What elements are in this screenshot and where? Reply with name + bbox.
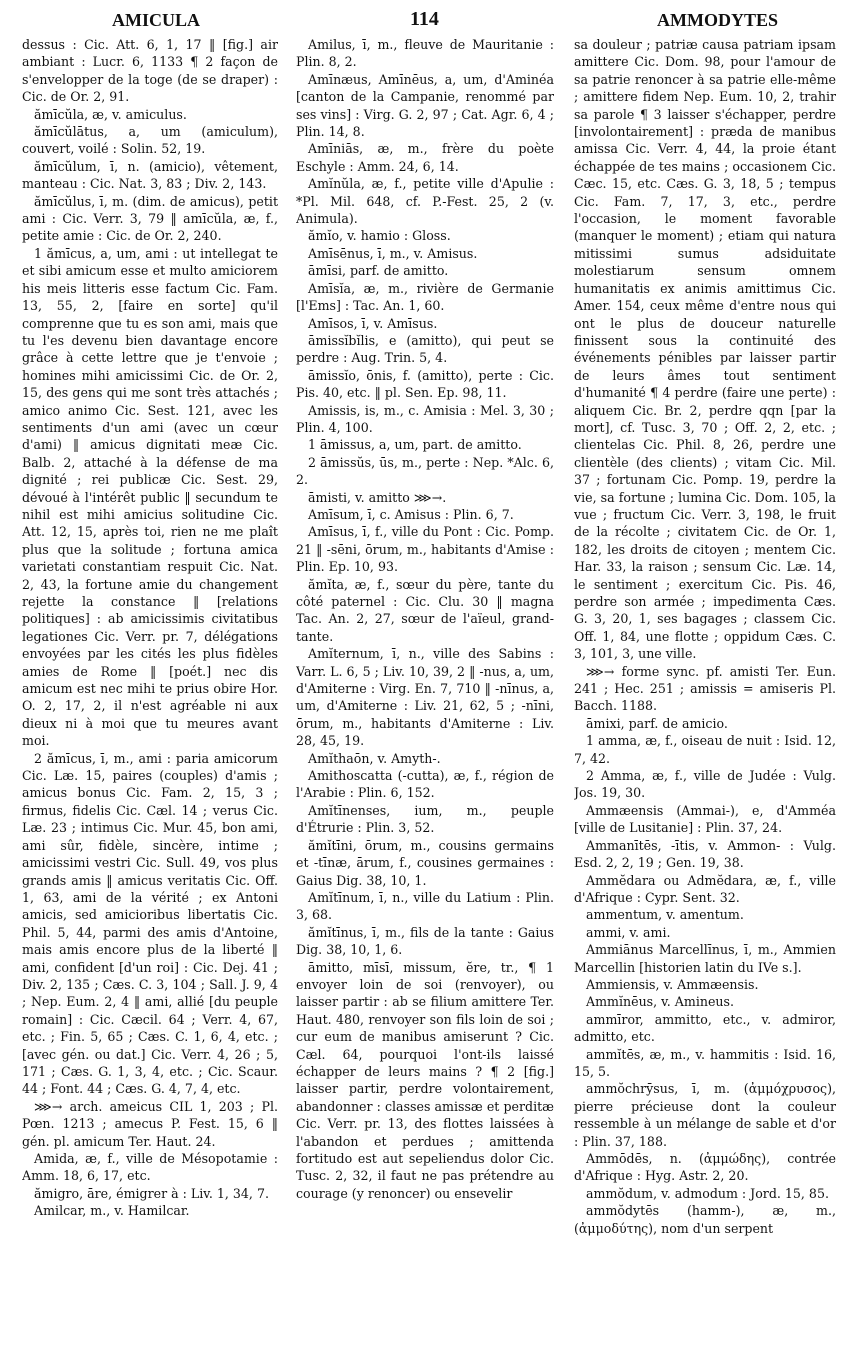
column-3 [574,36,836,1342]
entry-note: ⋙→ arch. ameicus CIL 1, 203 ; Pl. Pœn. 1213 ; amecus P. Fest. 15, 6 ‖ gén. pl. amicum Ter. Haut. 24. [22,1098,278,1149]
entry: Amīsos, ī, v. Amīsus. [308,315,438,331]
entry: Amĭtīnenses, ium, m., peuple d'Étrurie : Plin. 3, 52. [296,802,554,836]
entry: ămīcŭlum, ī, n. (amicio), vêtement, manteau : Cic. Nat. 3, 83 ; Div. 2, 143. [22,158,278,192]
entry-continuation: dessus : Cic. Att. 6, 1, 17 ‖ [fig.] air ambiant : Lucr. 6, 1133 ¶ 2 façon de s'envelopper de la toge (de se draper) : Cic. de Or. 2, 91. [22,37,278,105]
entry: ammŏdum, v. admodum : Jord. 15, 85. [586,1185,829,1201]
entry: Ammanītēs, -ītis, v. Ammon- : Vulg. Esd. 2, 2, 19 ; Gen. 19, 38. [574,837,836,871]
entry: 2 Amma, æ, f., ville de Judée : Vulg. Jos. 19, 30. [574,768,836,801]
entry: ămĭtīnus, ī, m., fils de la tante : Gaius Dig. 38, 10, 1, 6. [296,924,554,958]
entry: Ammæensis (Ammai-), e, d'Amméa [ville de Lusitanie] : Plin. 37, 24. [574,802,836,836]
entry: āmissĭbĭlis, e (amitto), qui peut se perdre : Aug. Trin. 5, 4. [296,332,554,366]
entry: Amīsum, ī, c. Amisus : Plin. 6, 7. [308,506,514,522]
entry: āmīsi, parf. de amitto. [308,263,449,279]
entry: Ammōdēs, n. (ἀμμώδης), contrée d'Afrique : Hyg. Astr. 2, 20. [574,1151,836,1184]
entry: Amīsēnus, ī, m., v. Amisus. [308,245,478,261]
entry: 1 ămīcus, a, um, ami : ut intellegat te et sibi amicum esse et multo amiciorem his meis litteris esse factum Cic. Fam. 13, 55, 2, [faire en sorte] qu'il comprenne que tu es son ami, mais que tu l'es devenu bien davantage encore grâce à cette lettre que je t'envoie ; homines mihi amicissimi Cic. de Or. 2, 15, des gens qui me sont très attachés ; amico animo Cic. Sest. 121, avec les sentiments d'un ami (avec un cœur d'ami) ‖ amicus dignitati meæ Cic. Balb. 2, attaché à la défense de ma dignité ; rei publicæ Cic. Sest. 29, dévoué à l'intérêt public ‖ secundum te nihil est mihi amicius solitudine Cic. Att. 12, 15, après toi, rien ne me plaît plus que la solitude ; fortuna amica varietati constantiam respuit Cic. Nat. 2, 43, la fortune amie du changement rejette la constance ‖ [relations politiques] : ab amicissimis civitatibus legationes Cic. Verr. pr. 7, délégations envoyées par les cités les plus fidèles amies de Rome ‖ [poét.] nec dis amicum est nec mihi te prius obire Hor. O. 2, 17, 2, il n'est agréable ni aux dieux ni à moi que tu meures avant moi. [22,245,278,749]
entry: ămīcŭlus, ī, m. (dim. de amicus), petit ami : Cic. Verr. 3, 79 ‖ amīcŭla, æ, f., petite amie : Cic. de Or. 2, 240. [22,193,278,244]
running-head-right: AMMODYTES [657,10,778,30]
entry: Amĭtīnum, ī, n., ville du Latium : Plin. 3, 68. [296,889,554,923]
entry: ămīcŭlātus, a, um (amiculum), couvert, voilé : Solin. 52, 19. [22,124,278,157]
entry-note: ⋙→ forme sync. pf. amisti Ter. Eun. 241 ; Hec. 251 ; amissis = amiseris Pl. Bacch. 1188. [574,663,836,714]
entry: ammĭtēs, æ, m., v. hammitis : Isid. 16, 15, 5. [574,1046,836,1079]
entry: ămĭta, æ, f., sœur du père, tante du côté paternel : Cic. Clu. 30 ‖ magna Tac. An. 2, 27, sœur de l'aïeul, grand-tante. [296,576,554,644]
entry: Ammiānus Marcellīnus, ī, m., Ammien Marcellin [historien latin du IVe s.]. [574,942,836,975]
entry: Amida, æ, f., ville de Mésopotamie : Amm. 18, 6, 17, etc. [22,1151,278,1184]
page-number: 114 [410,8,439,30]
entry: ammŏchrȳsus, ī, m. (ἀμμόχρυσος), pierre précieuse dont la couleur ressemble à un mélange de sable et d'or : Plin. 37, 188. [574,1081,836,1149]
entry: Amīsus, ī, f., ville du Pont : Cic. Pomp. 21 ‖ -sēni, ōrum, m., habitants d'Amise : Plin. Ep. 10, 93. [296,524,554,575]
entry: Amĭthaōn, v. Amyth-. [308,750,441,766]
entry: ămīcŭla, æ, v. amiculus. [34,106,187,122]
entry: Amilcar, m., v. Hamilcar. [34,1203,190,1219]
entry: āmissĭo, ōnis, f. (amitto), perte : Cic. Pis. 40, etc. ‖ pl. Sen. Ep. 98, 11. [296,367,554,401]
entry: 2 ămīcus, ī, m., ami : paria amicorum Cic. Læ. 15, paires (couples) d'amis ; amicus bonus Cic. Fam. 2, 15, 3 ; firmus, fidelis Cic. Cæl. 14 ; verus Cic. Læ. 23 ; intimus Cic. Mur. 45, bon ami, ami sûr, fidèle, sincère, intime ; amicissimi vestri Cic. Sull. 49, vos plus grands amis ‖ amicus veritatis Cic. Off. 1, 63, ami de la vérité ; ex Antoni amicis, sed amicioribus libertatis Cic. Phil. 5, 44, parmi des amis d'Antoine, mais amis encore plus de la liberté ‖ ami, confident [d'un roi] : Cic. Dej. 41 ; Div. 2, 135 ; Cæs. C. 3, 104 ; Sall. J. 9, 4 ; Nep. Eum. 2, 4 ‖ ami, allié [du peuple romain] : Cic. Cæcil. 64 ; Verr. 4, 67, etc. ; Fin. 5, 65 ; Cæs. C. 1, 6, 4, etc. ; [avec gén. ou dat.] Cic. Verr. 4, 26 ; 5, 171 ; Cæs. G. 1, 3, 4, etc. ; Cic. Scaur. 44 ; Font. 44 ; Cæs. G. 4, 7, 4, etc. [22,750,278,1097]
entry: 1 amma, æ, f., oiseau de nuit : Isid. 12, 7, 42. [574,733,836,766]
entry: Ammiensis, v. Ammæensis. [586,976,759,992]
entry: Amithoscatta (-cutta), æ, f., région de l'Arabie : Plin. 6, 152. [296,768,554,801]
entry: Amilus, ī, m., fleuve de Mauritanie : Plin. 8, 2. [296,37,554,70]
entry: āmitto, mīsī, missum, ĕre, tr., ¶ 1 envoyer loin de soi (renvoyer), ou laisser partir : ab se filium amittere Ter. Haut. 480, renvoyer son fils loin de soi ; cur eum de manibus amiserunt ? Cic. Cæl. 64, pourquoi l'ont-ils laissé échapper de leurs mains ? ¶ 2 [fig.] laisser partir, perdre volontairement, abandonner : classes amissæ et perditæ Cic. Verr. pr. 13, des flottes laissées à l'abandon et perdues ; amittenda fortitudo est aut sepeliendus dolor Cic. Tusc. 2, 32, il faut ne pas prétendre au courage (y renoncer) ou ensevelir [296,959,554,1201]
entry: ammŏdytēs (hamm-), æ, m., (ἀμμοδύτης), nom d'un serpent [574,1203,836,1236]
column-1 [22,36,278,1342]
entry: Amīsĭa, æ, m., rivière de Germanie [l'Ems] : Tac. An. 1, 60. [296,280,554,314]
entry: āmixi, parf. de amicio. [586,715,728,731]
entry: ămĭo, v. hamio : Gloss. [308,228,451,244]
entry: Amissis, is, m., c. Amisia : Mel. 3, 30 ; Plin. 4, 100. [296,402,554,435]
entry: Amīnæus, Amīnēus, a, um, d'Aminéa [canton de la Campanie, renommé par ses vins] : Virg. G. 2, 97 ; Cat. Agr. 6, 4 ; Plin. 14, 8. [296,71,554,140]
entry: ămigro, āre, émigrer à : Liv. 1, 34, 7. [34,1185,269,1201]
entry: ămĭtīni, ōrum, m., cousins germains et -tīnæ, ārum, f., cousines germaines : Gaius Dig. 38, 10, 1. [296,837,554,888]
entry: Amīniās, æ, m., frère du poète Eschyle : Amm. 24, 6, 14. [296,141,554,174]
page-header [0,6,858,36]
entry: Amĭnŭla, æ, f., petite ville d'Apulie : *Pl. Mil. 648, cf. P.-Fest. 25, 2 (v. Animula). [296,176,554,227]
entry: 2 āmissŭs, ūs, m., perte : Nep. *Alc. 6, 2. [296,454,554,488]
entry: āmisti, v. amitto ⋙→. [308,489,447,505]
entry: ammi, v. ami. [586,924,671,940]
entry: Ammĕdara ou Admĕdara, æ, f., ville d'Afrique : Cypr. Sent. 32. [574,872,836,905]
entry-continuation: sa douleur ; patriæ causa patriam ipsam amittere Cic. Dom. 98, pour l'amour de sa patrie renoncer à sa patrie elle-même ; amittere fidem Nep. Eum. 10, 2, trahir sa parole ¶ 3 laisser s'échapper, perdre [involontairement] : præda de manibus amissa Cic. Verr. 4, 44, la proie étant échappée de tes mains ; occasionem Cic. Cæc. 15, etc. Cæs. G. 3, 18, 5 ; tempus Cic. Fam. 7, 17, 3, etc., perdre l'occasion, le moment favorable (manquer le moment) ; etiam qui natura mitissimi sumus adsiduitate molestiarum sensum omnem humanitatis ex animis amittimus Cic. Amer. 154, ceux même d'entre nous qui ont le plus de douceur naturelle finissent sous la continuité des événements pénibles par laisser partir de leurs âmes tout sentiment d'humanité ¶ 4 perdre (faire une perte) : aliquem Cic. Br. 2, perdre qqn [par la mort], cf. Tusc. 3, 70 ; Off. 2, 2, etc. ; clientelas Cic. Phil. 8, 26, perdre une clientèle (des clients) ; vitam Cic. Mil. 37 ; fortunam Cic. Pomp. 19, perdre la vie, sa fortune ; lumina Cic. Dom. 105, la vue ; fructum Cic. Verr. 3, 198, le fruit de la récolte ; civitatem Cic. de Or. 1, 182, les droits de citoyen ; mentem Cic. Har. 33, la raison ; sensum Cic. Læ. 14, le sentiment ; exercitum Cic. Pis. 46, perdre son armée ; impedimenta Cæs. G. 3, 20, 1, ses bagages ; classem Cic. Off. 1, 84, une flotte ; oppidum Cæs. C. 3, 101, 3, une ville. [574,37,836,662]
entry: Ammĭnēus, v. Amineus. [586,994,734,1010]
entry: ammentum, v. amentum. [586,907,744,923]
entry: 1 āmissus, a, um, part. de amitto. [308,437,522,453]
running-head-left: AMICULA [112,10,200,30]
column-2 [296,36,554,1342]
entry: ammīror, ammitto, etc., v. admiror, admitto, etc. [574,1011,836,1045]
entry: Amĭternum, ī, n., ville des Sabins : Varr. L. 6, 5 ; Liv. 10, 39, 2 ‖ -nus, a, um, d'Amiterne : Virg. En. 7, 710 ‖ -nīnus, a, um, d'Amiterne : Liv. 21, 62, 5 ; -nīni, ōrum, m., habitants d'Amiterne : Liv. 28, 45, 19. [296,646,554,749]
